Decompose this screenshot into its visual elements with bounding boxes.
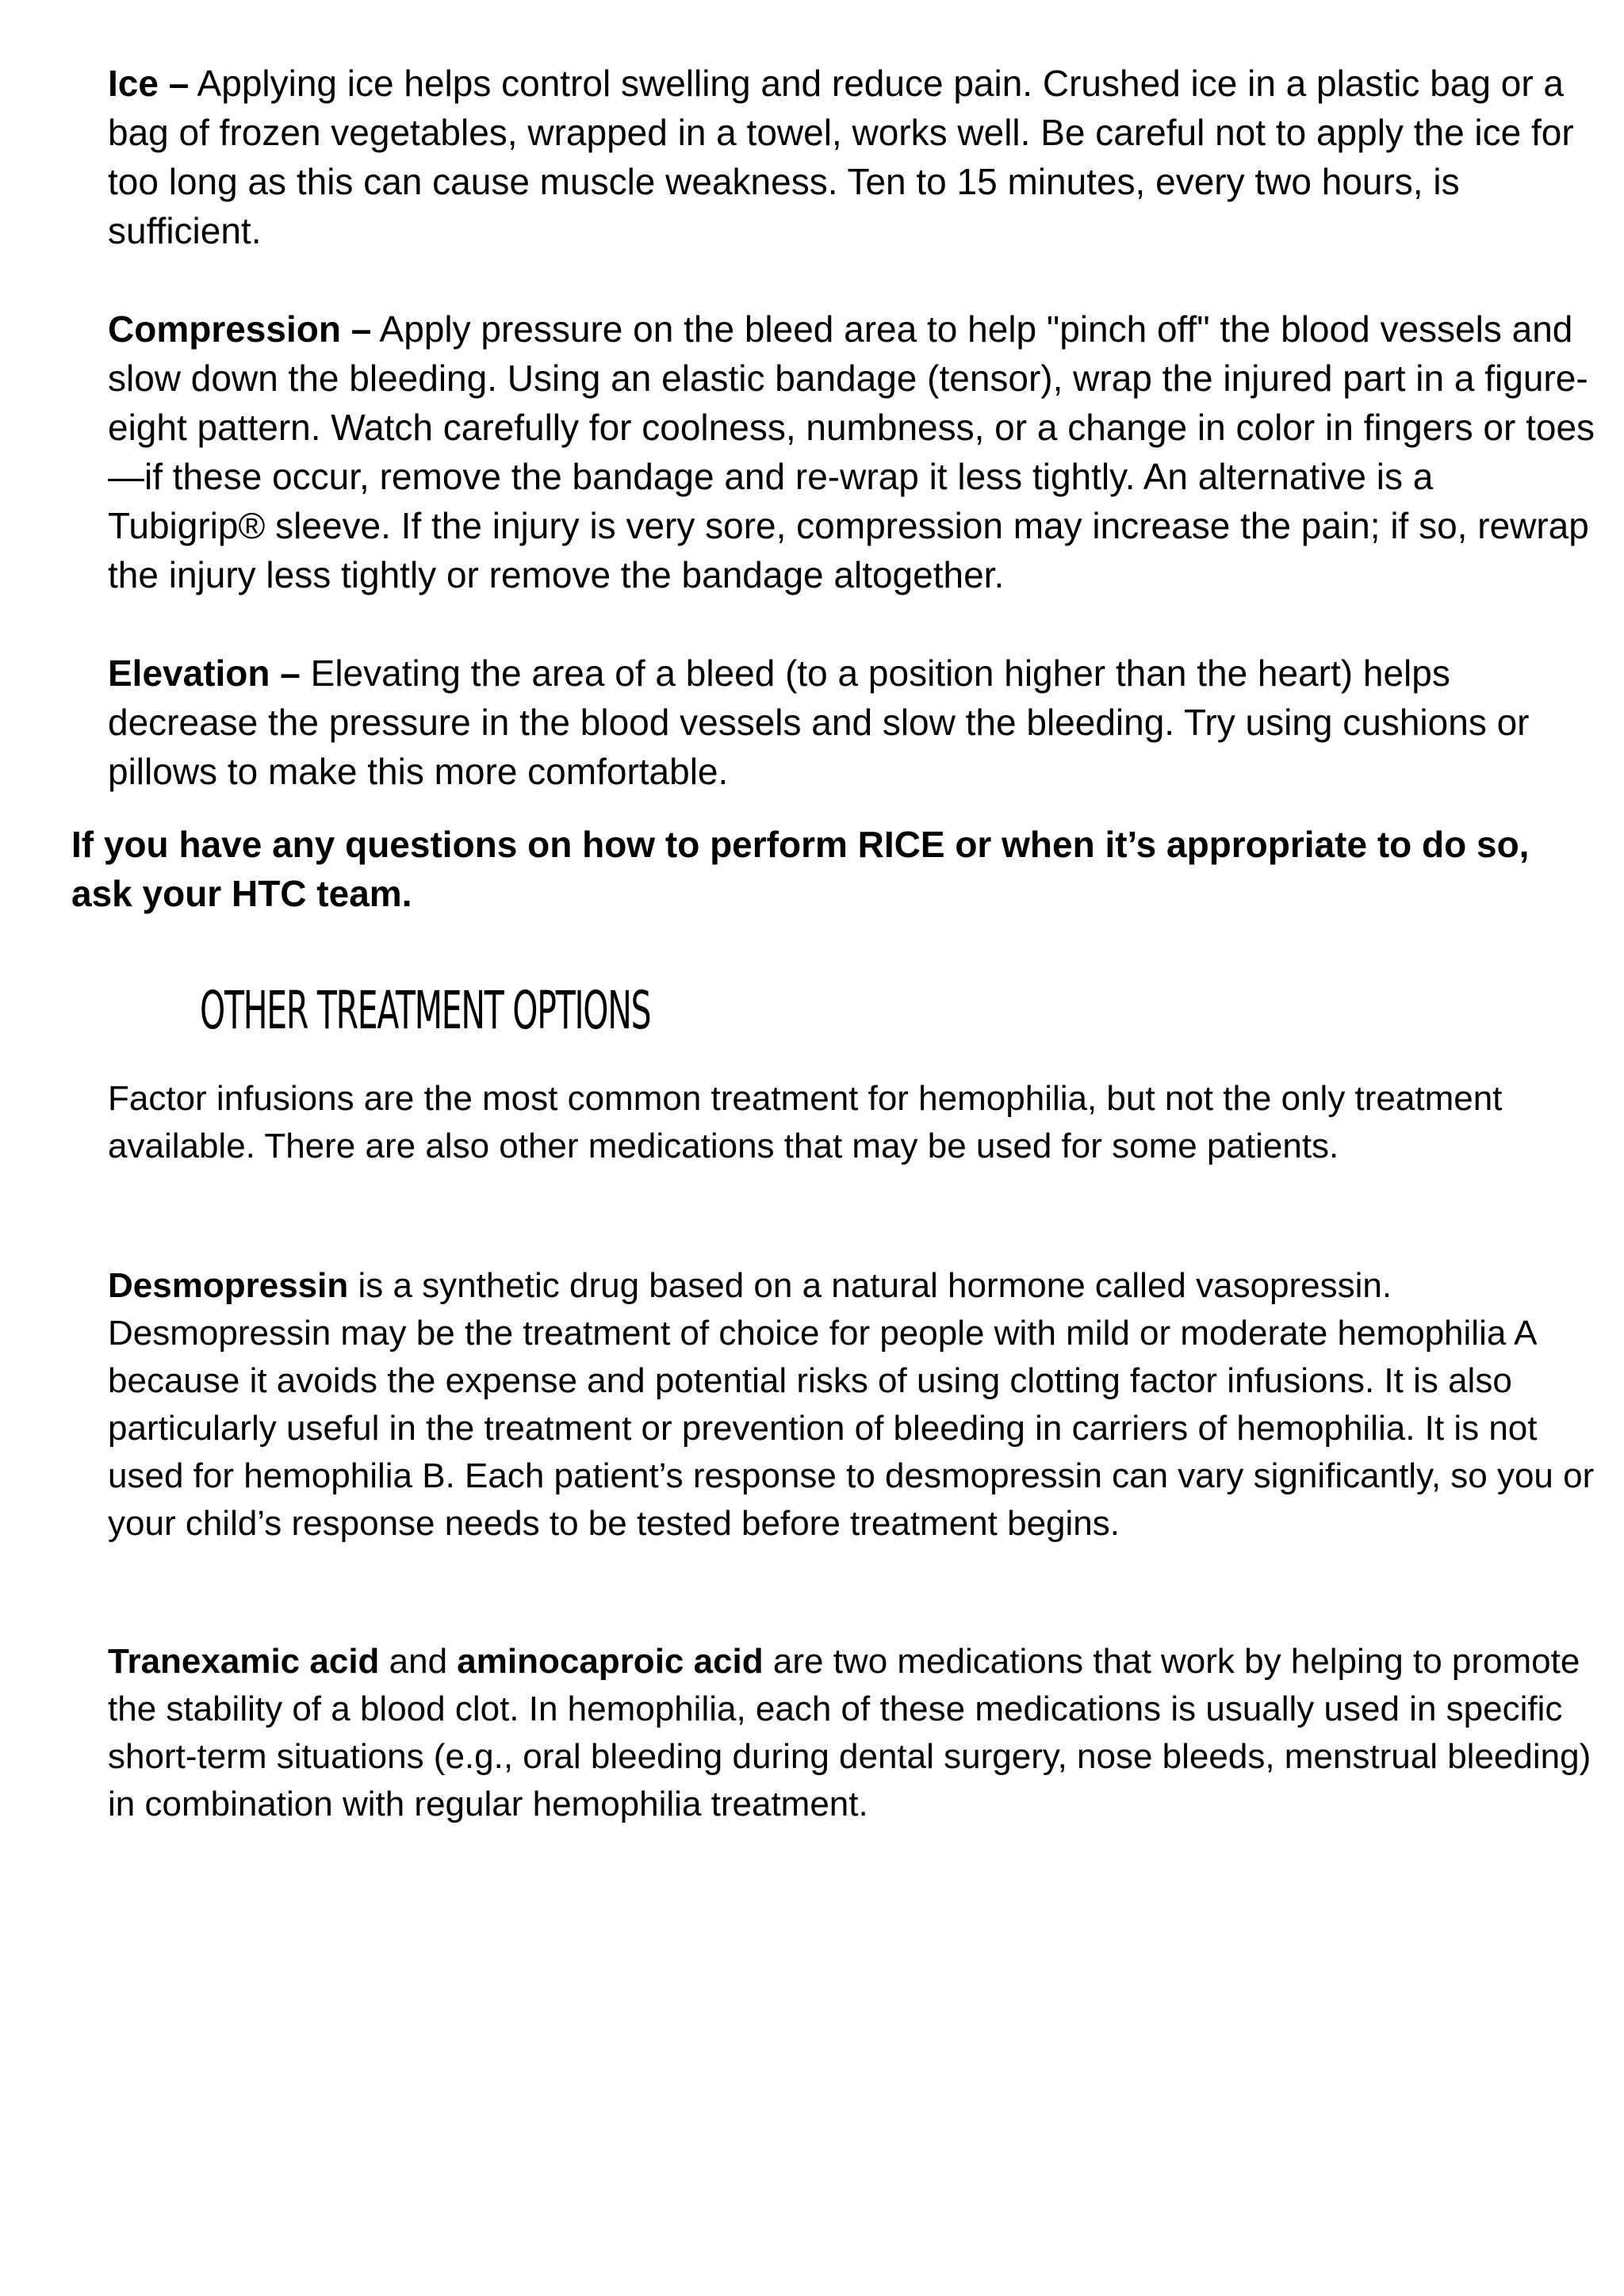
- acids-joiner: and: [379, 1642, 458, 1681]
- desmopressin-text: is a synthetic drug based on a natural hormone called vasopressin. Desmopressin may be the treatment of choice for people with mild or moderate hemophilia A because it avoids the expense and potential risks of using clotting factor infusions. It is also particularly useful in the treatment or prevention of bleeding in carriers of hemophilia. It is not used for hemophilia B. Each patient’s response to desmopressin can vary significantly, so you or your child’s response needs to be tested before treatment begins.: [108, 1266, 1595, 1543]
- rice-notice: If you have any questions on how to perform RICE or when it’s appropriate to do so, ask your HTC team.: [71, 824, 1530, 914]
- acids-text: are two medications that work by helping to promote the stability of a blood clot. In hemophilia, each of these medications is usually used in specific short-term situations (e.g., oral bleeding during dental surgery, nose bleeds, menstrual bleeding) in combination with regular hemophilia treatment.: [108, 1642, 1591, 1823]
- elevation-paragraph: [108, 649, 1599, 796]
- compression-paragraph: [108, 304, 1599, 599]
- elevation-text: Elevating the area of a bleed (to a position higher than the heart) helps decrease the pressure in the blood vessels and slow the bleeding. Try using cushions or pillows to make this more comfortable.: [108, 652, 1530, 792]
- acids-paragraph: [108, 1638, 1599, 1828]
- compression-term: Compression –: [108, 308, 372, 350]
- desmopressin-term: Desmopressin: [108, 1266, 349, 1305]
- aminocaproic-term: aminocaproic acid: [457, 1642, 764, 1681]
- elevation-term: Elevation –: [108, 652, 301, 694]
- tranexamic-term: Tranexamic acid: [108, 1642, 380, 1681]
- section-heading: OTHER TREATMENT OPTIONS: [200, 980, 651, 1041]
- desmopressin-paragraph: [108, 1262, 1599, 1548]
- intro-paragraph: Factor infusions are the most common treatment for hemophilia, but not the only treatment available. There are also other medications that may be used for some patients.: [108, 1079, 1503, 1165]
- ice-paragraph: [108, 59, 1599, 255]
- ice-term: Ice –: [108, 63, 190, 104]
- compression-text: Apply pressure on the bleed area to help "pinch off" the blood vessels and slow down the bleeding. Using an elastic bandage (tensor), wrap the injured part in a figure-eight pattern. Watch carefully for coolness, numbness, or a change in color in fingers or toes—if these occur, remove the bandage and re-wrap it less tightly. An alternative is a Tubigrip® sleeve. If the injury is very sore, compression may increase the pain; if so, rewrap the injury less tightly or remove the bandage altogether.: [108, 308, 1595, 595]
- ice-text: Applying ice helps control swelling and reduce pain. Crushed ice in a plastic bag or a bag of frozen vegetables, wrapped in a towel, works well. Be careful not to apply the ice for too long as this can cause muscle weakness. Ten to 15 minutes, every two hours, is sufficient.: [108, 63, 1574, 251]
